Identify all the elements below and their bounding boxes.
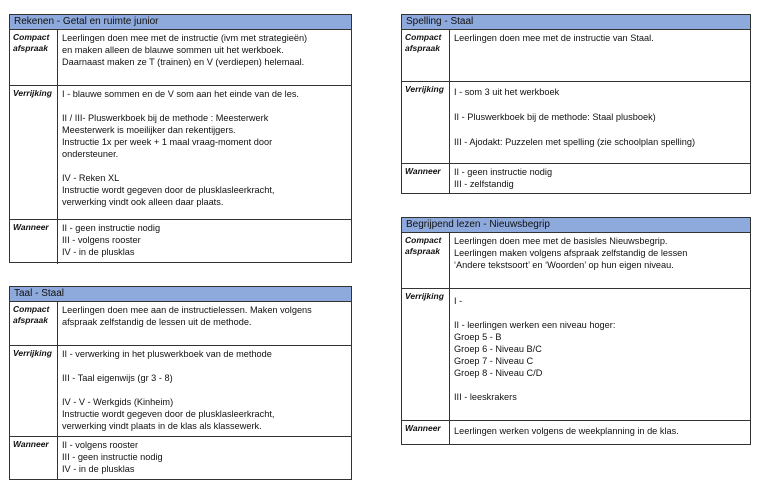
card-title: Taal - Staal [10,287,351,302]
row-content-compact [58,30,351,85]
card-begrijpend-lezen [401,217,751,445]
text-line: Groep 6 - Niveau B/C [454,344,542,354]
text-line: III - Taal eigenwijs (gr 3 - 8) [62,373,173,383]
text-line: Leerlingen doen mee met de instructie (ivm met strategieën) [62,33,308,43]
row-label-verrijking: Verrijking [402,82,450,163]
text-line: Leerlingen maken volgens afspraak zelfstandig de lessen [454,248,688,258]
text-line: Groep 5 - B [454,332,502,342]
text-line: III - zelfstandig [454,179,514,189]
row-content-verrijking [450,82,750,163]
row-content-wanneer [58,220,351,264]
row-label-wanneer: Wanneer [402,164,450,194]
text-line: Instructie 1x per week + 1 maal vraag-moment door [62,137,273,147]
row-label-compact: Compact afspraak [402,233,450,288]
text-line: Instructie wordt gegeven door de plusklasleerkracht, [62,185,275,195]
row-content-verrijking [58,86,351,219]
row-content-wanneer [58,437,351,480]
text-line: Groep 7 - Niveau C [454,356,534,366]
text-line: en maken alleen de blauwe sommen uit het werkboek. [62,45,284,55]
text-line: Leerlingen doen mee met de instructie van Staal. [454,33,654,43]
card-spelling [401,14,751,194]
card-title: Begrijpend lezen - Nieuwsbegrip [402,218,750,233]
text-line: I - [454,296,463,306]
row-content-compact [58,302,351,345]
row-content-wanneer [450,164,750,194]
row-verrijking [402,289,750,421]
text-line: II - geen instructie nodig [62,223,161,233]
row-compact-afspraak [10,30,351,86]
spacer [62,160,347,172]
text-line: Leerlingen doen mee met de basisles Nieuwsbegrip. [454,236,668,246]
row-content-verrijking [58,346,351,436]
row-label-compact: Compact afspraak [402,30,450,81]
text-line: verwerking vindt plaats in de klas als klassewerk. [62,421,262,431]
row-compact-afspraak [10,302,351,346]
row-label-verrijking: Verrijking [402,289,450,420]
row-compact-afspraak [402,233,750,289]
text-line: II - Pluswerkboek bij de methode: Staal plusboek) [454,112,656,122]
text-line: III - geen instructie nodig [62,452,163,462]
text-line: III - volgens rooster [62,235,141,245]
text-line: ‘Andere tekstsoort’ en ‘Woorden’ op hun eigen niveau. [454,260,674,270]
text-line: Meesterwerk is moeilijker dan rekentijgers. [62,125,236,135]
row-wanneer [402,164,750,194]
text-line: Instructie wordt gegeven door de plusklasleerkracht, [62,409,275,419]
row-content-compact [450,233,750,288]
card-taal [9,286,352,480]
row-content-compact [450,30,750,81]
row-content-wanneer [450,421,750,444]
text-line: II / III- Pluswerkboek bij de methode : Meesterwerk [62,113,269,123]
spacer [454,379,746,391]
row-label-verrijking: Verrijking [10,346,58,436]
text-line: III - Ajodakt: Puzzelen met spelling (zie schoolplan spelling) [454,137,696,147]
row-wanneer [402,421,750,444]
text-line: Groep 8 - Niveau C/D [454,368,543,378]
row-verrijking [10,346,351,437]
text-line: I - som 3 uit het werkboek [454,87,560,97]
row-content-verrijking [450,289,750,420]
spacer [454,307,746,319]
row-label-wanneer: Wanneer [402,421,450,444]
row-verrijking [402,82,750,164]
text-line: I - blauwe sommen en de V som aan het einde van de les. [62,89,299,99]
spacer [62,384,347,396]
row-compact-afspraak [402,30,750,82]
row-label-wanneer: Wanneer [10,220,58,264]
text-line: IV - in de plusklas [62,464,135,474]
text-line: II - leerlingen werken een niveau hoger: [454,320,616,330]
text-line: Daarnaast maken ze T (trainen) en V (verdiepen) helemaal. [62,57,305,67]
spacer [62,360,347,372]
card-rekenen [9,14,352,263]
spacer [454,99,746,111]
text-line: IV - V - Werkgids (Kinheim) [62,397,174,407]
row-label-wanneer: Wanneer [10,437,58,480]
text-line: Leerlingen doen mee aan de instructielessen. Maken volgens [62,305,312,315]
row-wanneer [10,437,351,480]
row-label-verrijking: Verrijking [10,86,58,219]
spacer [454,124,746,136]
text-line: ondersteuner. [62,149,119,159]
text-line: III - leeskrakers [454,392,517,402]
text-line: IV - Reken XL [62,173,120,183]
text-line: Leerlingen werken volgens de weekplanning in de klas. [454,426,679,436]
spacer [62,100,347,112]
text-line: verwerking vindt ook alleen daar plaats. [62,197,224,207]
row-label-compact: Compact afspraak [10,30,58,85]
card-title: Rekenen - Getal en ruimte junior [10,15,351,30]
card-title: Spelling - Staal [402,15,750,30]
text-line: II - geen instructie nodig [454,167,553,177]
text-line: II - volgens rooster [62,440,139,450]
text-line: II - verwerking in het pluswerkboek van de methode [62,349,272,359]
text-line: afspraak zelfstandig de lessen uit de methode. [62,317,252,327]
text-line: IV - in de plusklas [62,247,135,257]
row-wanneer [10,220,351,264]
row-label-compact: Compact afspraak [10,302,58,345]
row-verrijking [10,86,351,220]
